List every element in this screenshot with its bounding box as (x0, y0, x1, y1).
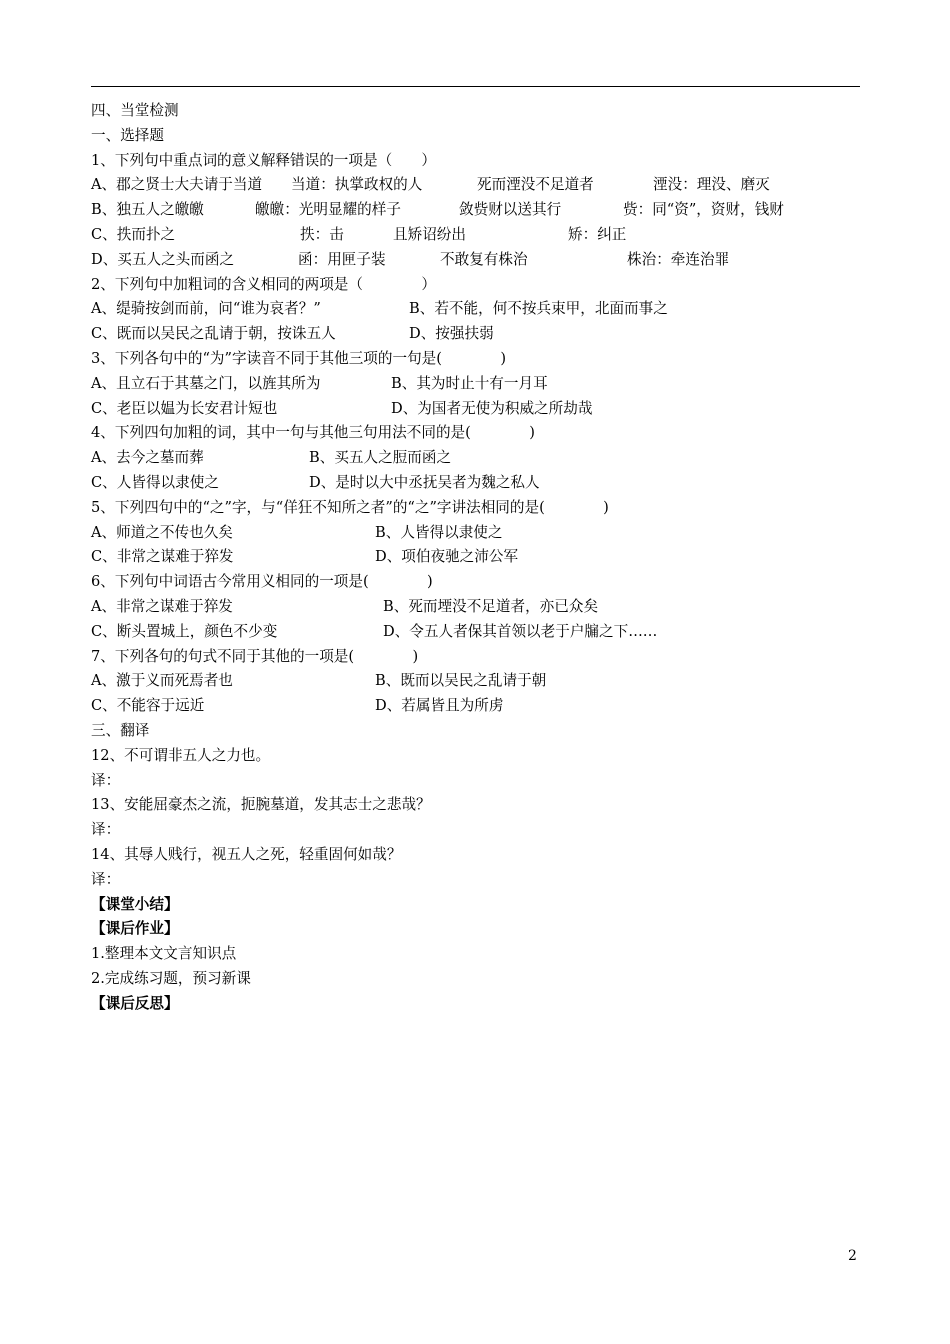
q6-stem: 6、下列句中词语古今常用义相同的一项是( ) (91, 573, 433, 591)
q1-option-b: B、独五人之皦皦 皦皦：光明显耀的样子 敛赀财以送其行 赀：同“资”，资财，钱财 (91, 201, 784, 219)
q14-answer-label: 译： (91, 870, 121, 888)
q2-options-ab: A、缇骑按剑而前，问“谁为哀者？” B、若不能，何不按兵束甲，北面而事之 (91, 300, 668, 318)
q3-stem: 3、下列各句中的“为”字读音不同于其他三项的一句是( ) (91, 349, 507, 367)
q1-option-a: A、郡之贤士大夫请于当道 当道：执掌政权的人 死而湮没不足道者 湮没：理没、磨灭 (91, 176, 770, 194)
q4-stem: 4、下列四句加粗的词，其中一句与其他三句用法不同的是( ) (91, 424, 535, 442)
document-body (91, 99, 871, 1016)
q6-options-cd: C、断头置城上，颜色不少变 D、令五人者保其首领以老于户牖之下…… (91, 622, 658, 640)
q7-options-ab: A、激于义而死焉者也 B、既而以吴民之乱请于朝 (91, 672, 547, 690)
q3-options-ab: A、且立石于其墓之门，以旌其所为 B、其为时止十有一月耳 (91, 374, 548, 392)
q6-options-ab: A、非常之谋难于猝发 B、死而堙没不足道者，亦已众矣 (91, 597, 599, 615)
homework-item-2: 2.完成练习题，预习新课 (91, 969, 251, 987)
q12-text: 12、不可谓非五人之力也。 (91, 746, 271, 764)
q2-stem: 2、下列句中加粗词的含义相同的两项是（ ） (91, 275, 436, 293)
q5-stem: 5、下列四句中的“之”字，与“佯狂不知所之者”的“之”字讲法相同的是( ) (91, 498, 609, 516)
q5-options-cd: C、非常之谋难于猝发 D、项伯夜驰之沛公军 (91, 548, 519, 566)
q7-stem: 7、下列各句的句式不同于其他的一项是( ) (91, 647, 419, 665)
class-summary-heading: 【课堂小结】 (91, 895, 179, 913)
q5-options-ab: A、师道之不传也久矣 B、人皆得以隶使之 (91, 523, 503, 541)
q12-answer-label: 译： (91, 771, 121, 789)
part3-title: 三、翻译 (91, 721, 150, 739)
q1-stem: 1、下列句中重点词的意义解释错误的一项是（ ） (91, 151, 436, 169)
q4-options-cd: C、人皆得以隶使之 D、是时以大中丞抚吴者为魏之私人 (91, 473, 540, 491)
part1-title: 一、选择题 (91, 126, 164, 144)
q14-text: 14、其辱人贱行，视五人之死，轻重固何如哉？ (91, 845, 402, 863)
q13-text: 13、安能屈豪杰之流，扼腕墓道，发其志士之悲哉？ (91, 796, 431, 814)
q13-answer-label: 译： (91, 821, 121, 839)
q4-options-ab: A、去今之墓而葬 B、买五人之脰而函之 (91, 449, 452, 467)
q2-options-cd: C、既而以吴民之乱请于朝，按诛五人 D、按强扶弱 (91, 325, 494, 343)
q3-options-cd: C、老臣以媪为长安君计短也 D、为国者无使为积威之所劫哉 (91, 399, 593, 417)
page-number: 2 (848, 1248, 857, 1264)
q1-option-d: D、买五人之头而函之 函：用匣子装 不敢复有株治 株治：牵连治罪 (91, 250, 730, 268)
homework-item-1: 1.整理本文文言知识点 (91, 945, 237, 963)
q7-options-cd: C、不能容于远近 D、若属皆且为所虏 (91, 697, 504, 715)
q1-option-c: C、抶而扑之 抶：击 且矫诏纷出 矫：纠正 (91, 225, 627, 243)
reflection-heading: 【课后反思】 (91, 994, 179, 1012)
header-rule (91, 86, 860, 87)
homework-heading: 【课后作业】 (91, 920, 179, 938)
section-title: 四、当堂检测 (91, 102, 179, 119)
